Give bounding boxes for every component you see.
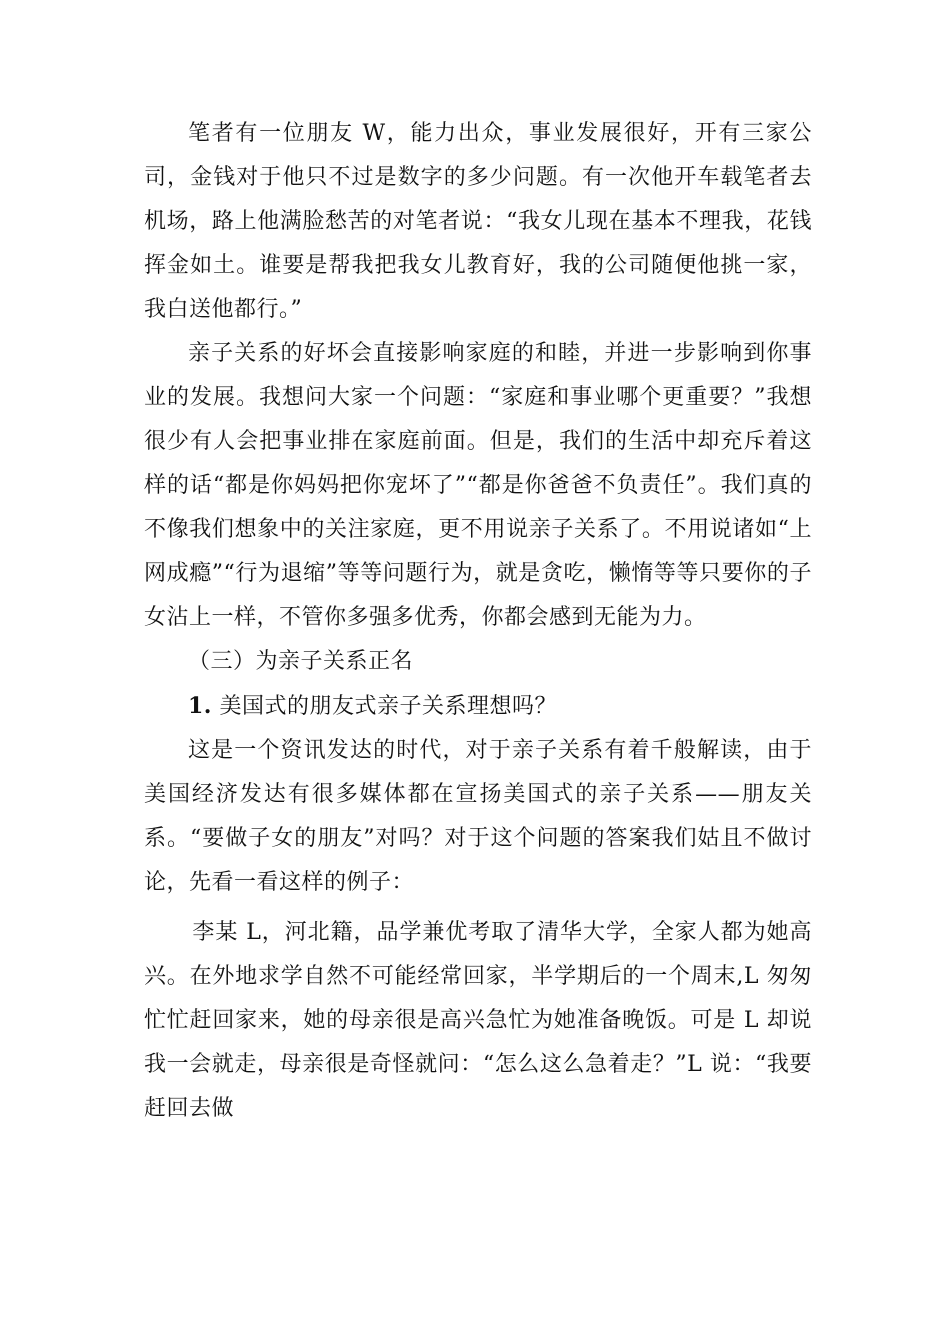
paragraph-friend-w: 笔者有一位朋友 W，能力出众，事业发展很好，开有三家公司，金钱对于他只不过是数字的多少问题。有一次他开车载笔者去机场，路上他满脸愁苦的对笔者说：“我女儿现在基本不理我，花钱挥金如土。谁要是帮我把我女儿教育好，我的公司随便他挑一家，我白送他都行。”	[144, 121, 812, 322]
sub-heading-number: 1.	[188, 693, 212, 719]
paragraph-parent-child-relationship: 亲子关系的好坏会直接影响家庭的和睦，并进一步影响到你事业的发展。我想问大家一个问题：“家庭和事业哪个更重要？”我想很少有人会把事业排在家庭前面。但是，我们的生活中却充斥着这样的话“都是你妈妈把你宠坏了”“都是你爸爸不负责任”。我们真的不像我们想象中的关注家庭，更不用说亲子关系了。不用说诸如“上网成瘾”“行为退缩”等等问题行为，就是贪吃，懒惰等等只要你的子女沾上一样，不管你多强多优秀，你都会感到无能为力。	[144, 341, 812, 630]
sub-heading-text: 美国式的朋友式亲子关系理想吗？	[211, 694, 557, 719]
sub-heading	[144, 684, 812, 729]
document-body	[144, 112, 812, 1131]
paragraph-american-style: 这是一个资讯发达的时代，对于亲子关系有着千般解读，由于美国经济发达有很多媒体都在宣扬美国式的亲子关系——朋友关系。“要做子女的朋友”对吗？对于这个问题的答案我们姑且不做讨论，先看一看这样的例子：	[144, 738, 812, 895]
paragraph-example-l: 李某 L，河北籍，品学兼优考取了清华大学，全家人都为她高兴。在外地求学自然不可能经常回家，半学期后的一个周末,L 匆匆忙忙赶回家来，她的母亲很是高兴急忙为她准备晚饭。可是 L 却说我一会就走，母亲很是奇怪就问：“怎么这么急着走？”L 说：“我要赶回去做	[144, 920, 812, 1121]
section-heading: （三）为亲子关系正名	[188, 649, 414, 674]
